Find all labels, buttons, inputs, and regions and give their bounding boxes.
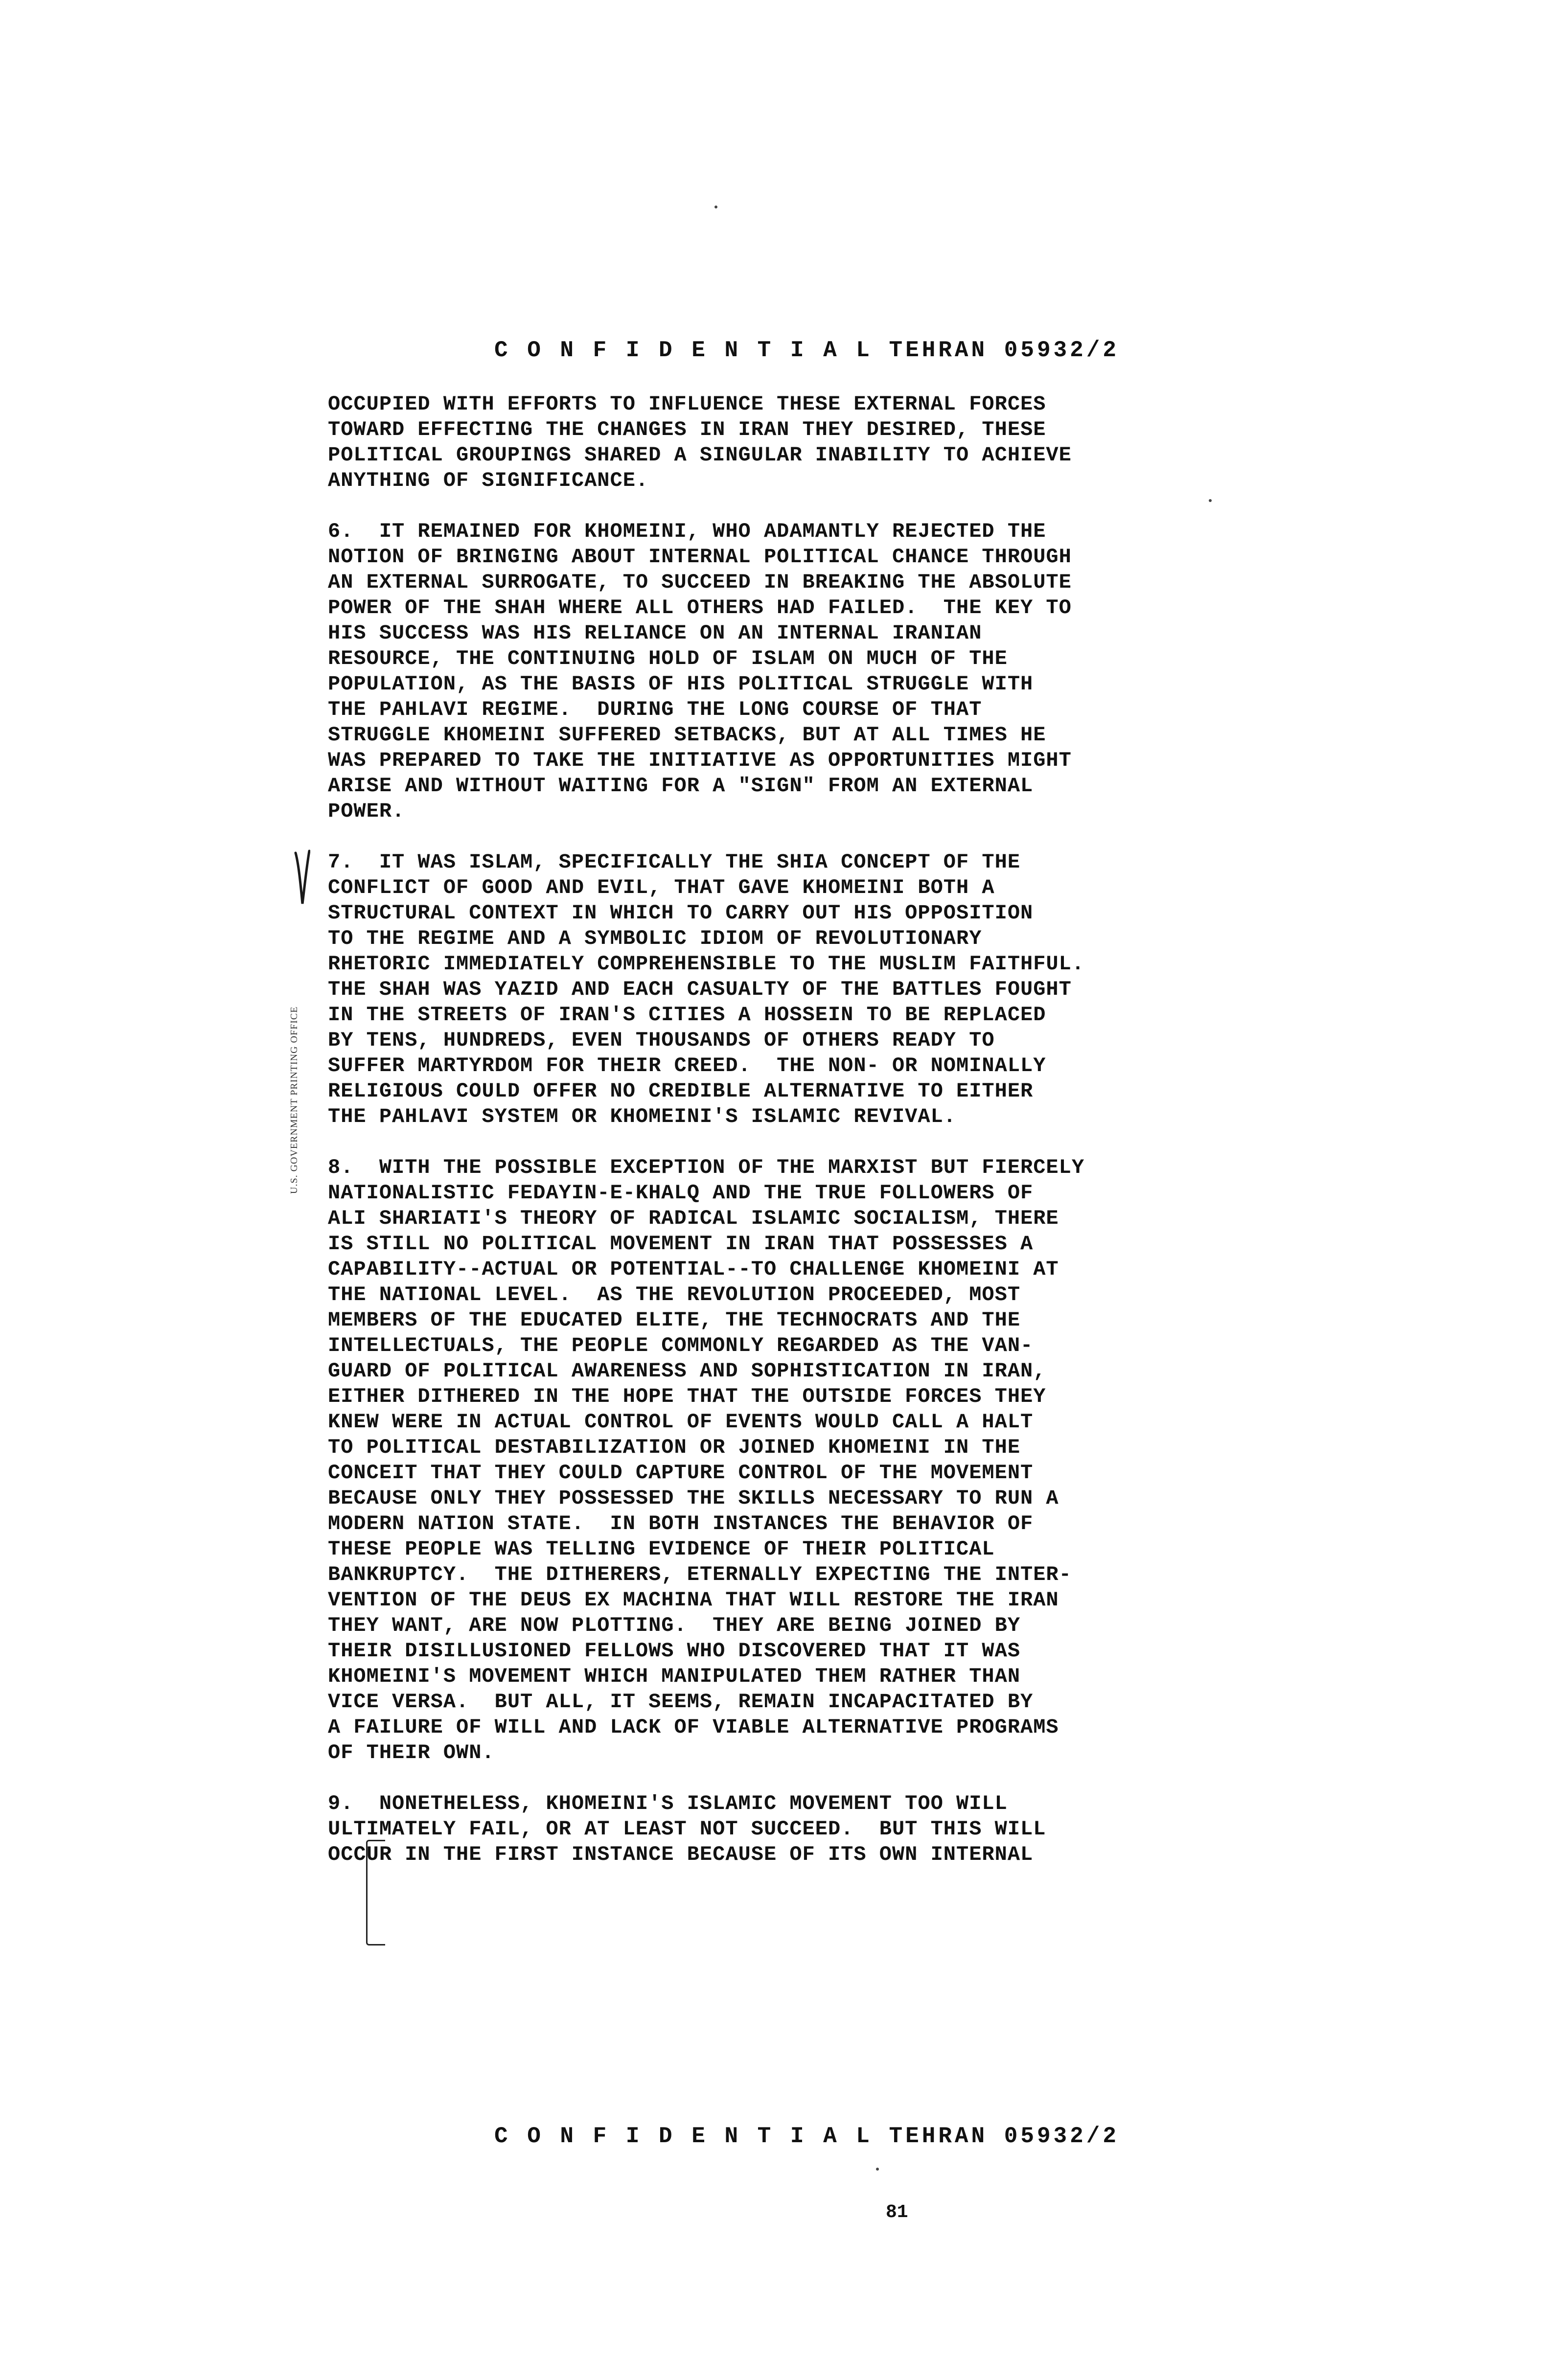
text-line: INTELLECTUALS, THE PEOPLE COMMONLY REGARDED AS THE VAN-	[328, 1334, 1034, 1357]
paragraph	[328, 519, 1258, 824]
text-line: ULTIMATELY FAIL, OR AT LEAST NOT SUCCEED. BUT THIS WILL	[328, 1817, 1046, 1841]
text-line: AN EXTERNAL SURROGATE, TO SUCCEED IN BREAKING THE ABSOLUTE	[328, 571, 1072, 594]
text-line: TO POLITICAL DESTABILIZATION OR JOINED KHOMEINI IN THE	[328, 1436, 1021, 1459]
text-line: TO THE REGIME AND A SYMBOLIC IDIOM OF REVOLUTIONARY	[328, 927, 982, 950]
text-line: 6. IT REMAINED FOR KHOMEINI, WHO ADAMANTLY REJECTED THE	[328, 520, 1046, 543]
scan-speck	[1209, 499, 1212, 502]
text-line: CONCEIT THAT THEY COULD CAPTURE CONTROL OF THE MOVEMENT	[328, 1461, 1034, 1485]
text-line: POWER OF THE SHAH WHERE ALL OTHERS HAD FAILED. THE KEY TO	[328, 596, 1072, 619]
text-line: KNEW WERE IN ACTUAL CONTROL OF EVENTS WOULD CALL A HALT	[328, 1410, 1034, 1434]
text-line: MEMBERS OF THE EDUCATED ELITE, THE TECHNOCRATS AND THE	[328, 1308, 1021, 1332]
text-line: POWER.	[328, 800, 405, 823]
handwritten-bracket	[366, 1840, 385, 1945]
text-line: 7. IT WAS ISLAM, SPECIFICALLY THE SHIA CONCEPT OF THE	[328, 850, 1021, 874]
text-line: THESE PEOPLE WAS TELLING EVIDENCE OF THEIR POLITICAL	[328, 1537, 995, 1561]
bottom-classification-footer: C O N F I D E N T I A L TEHRAN 05932/2	[494, 2124, 1119, 2149]
text-line: HIS SUCCESS WAS HIS RELIANCE ON AN INTERNAL IRANIAN	[328, 621, 982, 645]
text-line: NATIONALISTIC FEDAYIN-E-KHALQ AND THE TRUE FOLLOWERS OF	[328, 1181, 1034, 1205]
scan-speck	[714, 206, 717, 208]
text-line: EITHER DITHERED IN THE HOPE THAT THE OUTSIDE FORCES THEY	[328, 1385, 1046, 1408]
text-line: NOTION OF BRINGING ABOUT INTERNAL POLITICAL CHANCE THROUGH	[328, 545, 1072, 569]
text-line: ANYTHING OF SIGNIFICANCE.	[328, 469, 649, 492]
text-line: THE PAHLAVI REGIME. DURING THE LONG COURSE OF THAT	[328, 698, 982, 721]
top-classification-header: C O N F I D E N T I A L TEHRAN 05932/2	[494, 338, 1119, 363]
paragraph	[328, 849, 1258, 1129]
text-line: GUARD OF POLITICAL AWARENESS AND SOPHISTICATION IN IRAN,	[328, 1359, 1046, 1383]
text-line: POLITICAL GROUPINGS SHARED A SINGULAR INABILITY TO ACHIEVE	[328, 443, 1072, 467]
text-line: RESOURCE, THE CONTINUING HOLD OF ISLAM ON MUCH OF THE	[328, 647, 1008, 670]
text-line: THEIR DISILLUSIONED FELLOWS WHO DISCOVERED THAT IT WAS	[328, 1639, 1021, 1663]
text-line: 8. WITH THE POSSIBLE EXCEPTION OF THE MARXIST BUT FIERCELY	[328, 1156, 1085, 1179]
margin-note-text: U.S. GOVERNMENT PRINTING OFFICE	[289, 1006, 299, 1194]
text-line: CAPABILITY--ACTUAL OR POTENTIAL--TO CHALLENGE KHOMEINI AT	[328, 1258, 1059, 1281]
page-number: 81	[886, 2202, 908, 2223]
text-line: THE PAHLAVI SYSTEM OR KHOMEINI'S ISLAMIC REVIVAL.	[328, 1105, 957, 1128]
text-line: STRUGGLE KHOMEINI SUFFERED SETBACKS, BUT AT ALL TIMES HE	[328, 723, 1046, 747]
text-line: THE SHAH WAS YAZID AND EACH CASUALTY OF THE BATTLES FOUGHT	[328, 978, 1072, 1001]
text-line: POPULATION, AS THE BASIS OF HIS POLITICAL STRUGGLE WITH	[328, 672, 1034, 696]
text-line: IS STILL NO POLITICAL MOVEMENT IN IRAN THAT POSSESSES A	[328, 1232, 1034, 1256]
text-line: TOWARD EFFECTING THE CHANGES IN IRAN THEY DESIRED, THESE	[328, 418, 1046, 441]
text-line: WAS PREPARED TO TAKE THE INITIATIVE AS OPPORTUNITIES MIGHT	[328, 749, 1072, 772]
text-line: IN THE STREETS OF IRAN'S CITIES A HOSSEIN TO BE REPLACED	[328, 1003, 1046, 1027]
document-body	[328, 391, 1258, 1867]
text-line: THEY WANT, ARE NOW PLOTTING. THEY ARE BEING JOINED BY	[328, 1614, 1021, 1637]
text-line: 9. NONETHELESS, KHOMEINI'S ISLAMIC MOVEMENT TOO WILL	[328, 1792, 1008, 1815]
paragraph	[328, 1791, 1258, 1867]
text-line: VICE VERSA. BUT ALL, IT SEEMS, REMAIN INCAPACITATED BY	[328, 1690, 1034, 1714]
text-line: ARISE AND WITHOUT WAITING FOR A "SIGN" FROM AN EXTERNAL	[328, 774, 1034, 798]
text-line: CONFLICT OF GOOD AND EVIL, THAT GAVE KHOMEINI BOTH A	[328, 876, 995, 899]
text-line: RELIGIOUS COULD OFFER NO CREDIBLE ALTERNATIVE TO EITHER	[328, 1079, 1034, 1103]
text-line: STRUCTURAL CONTEXT IN WHICH TO CARRY OUT HIS OPPOSITION	[328, 901, 1034, 925]
text-line: OCCUR IN THE FIRST INSTANCE BECAUSE OF ITS OWN INTERNAL	[328, 1843, 1034, 1866]
text-line: BANKRUPTCY. THE DITHERERS, ETERNALLY EXPECTING THE INTER-	[328, 1563, 1072, 1586]
text-line: OF THEIR OWN.	[328, 1741, 495, 1764]
text-line: A FAILURE OF WILL AND LACK OF VIABLE ALTERNATIVE PROGRAMS	[328, 1716, 1059, 1739]
handwritten-check-mark	[294, 849, 310, 908]
text-line: OCCUPIED WITH EFFORTS TO INFLUENCE THESE EXTERNAL FORCES	[328, 392, 1046, 416]
paragraph	[328, 391, 1258, 493]
text-line: SUFFER MARTYRDOM FOR THEIR CREED. THE NON- OR NOMINALLY	[328, 1054, 1046, 1077]
text-line: THE NATIONAL LEVEL. AS THE REVOLUTION PROCEEDED, MOST	[328, 1283, 1021, 1306]
text-line: KHOMEINI'S MOVEMENT WHICH MANIPULATED THEM RATHER THAN	[328, 1665, 1021, 1688]
text-line: RHETORIC IMMEDIATELY COMPREHENSIBLE TO THE MUSLIM FAITHFUL.	[328, 952, 1085, 976]
text-line: ALI SHARIATI'S THEORY OF RADICAL ISLAMIC SOCIALISM, THERE	[328, 1207, 1059, 1230]
text-line: BY TENS, HUNDREDS, EVEN THOUSANDS OF OTHERS READY TO	[328, 1029, 995, 1052]
text-line: VENTION OF THE DEUS EX MACHINA THAT WILL RESTORE THE IRAN	[328, 1588, 1059, 1612]
text-line: MODERN NATION STATE. IN BOTH INSTANCES THE BEHAVIOR OF	[328, 1512, 1034, 1535]
text-line: BECAUSE ONLY THEY POSSESSED THE SKILLS NECESSARY TO RUN A	[328, 1487, 1059, 1510]
paragraph	[328, 1155, 1258, 1765]
scan-speck	[876, 2168, 879, 2171]
margin-printing-stamp	[274, 802, 299, 1194]
